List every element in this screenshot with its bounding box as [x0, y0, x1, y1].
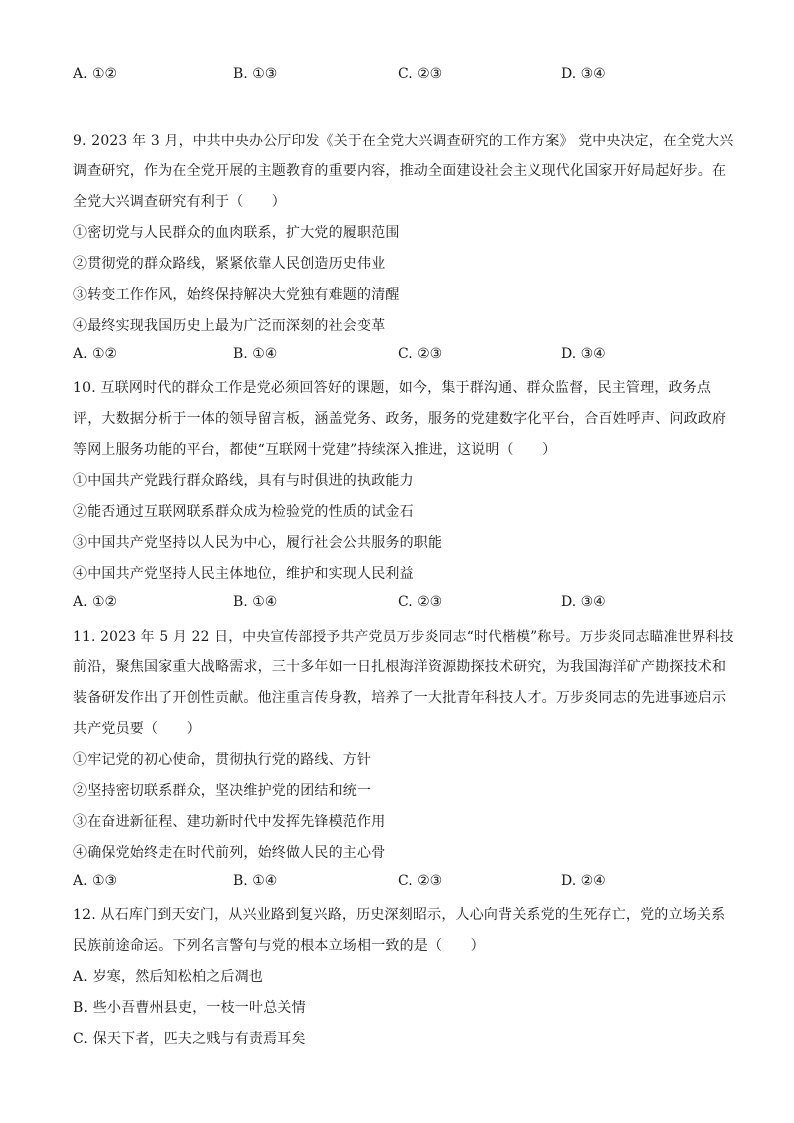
- statement-item: ②能否通过互联网联系群众成为检验党的性质的试金石: [73, 504, 414, 520]
- option-d: D. ③④: [561, 346, 606, 362]
- question-stem-line: 9. 2023 年 3 月，中共中央办公厅印发《关于在全党大兴调查研究的工作方案》 党中央决定，在全党大兴: [73, 133, 734, 149]
- statement-item: ②贯彻党的群众路线，紧紧依靠人民创造历史伟业: [73, 256, 386, 272]
- option-b: B. ①④: [233, 873, 278, 889]
- statement-item: ③在奋进新征程、建功新时代中发挥先锋模范作用: [73, 814, 386, 830]
- option-a: A. ①②: [73, 346, 118, 362]
- answer-option-a: A. 岁寒，然后知松柏之后凋也: [73, 969, 264, 985]
- option-b: B. ①④: [233, 346, 278, 362]
- option-a: A. ①②: [73, 66, 118, 82]
- option-d: D. ②④: [561, 873, 606, 889]
- option-c: C. ②③: [398, 873, 443, 889]
- answer-option-b: B. 些小吾曹州县吏，一枝一叶总关情: [73, 1000, 306, 1016]
- statement-item: ③中国共产党坚持以人民为中心，履行社会公共服务的职能: [73, 535, 443, 551]
- question-stem-line: 10. 互联网时代的群众工作是党必须回答好的课题，如今，集于群沟通、群众监督，民主管理，政务点: [73, 380, 712, 396]
- question-stem-line: 调查研究，作为在全党开展的主题教育的重要内容，推动全面建设社会主义现代化国家开好局起好步。在: [73, 163, 727, 179]
- statement-item: ①中国共产党践行群众路线，具有与时俱进的执政能力: [73, 473, 414, 489]
- option-c: C. ②③: [398, 594, 443, 610]
- option-c: C. ②③: [398, 346, 443, 362]
- statement-item: ④中国共产党坚持人民主体地位，维护和实现人民利益: [73, 566, 414, 582]
- statement-item: ①密切党与人民群众的血肉联系，扩大党的履职范围: [73, 225, 400, 241]
- option-d: D. ③④: [561, 66, 606, 82]
- option-b: B. ①④: [233, 594, 278, 610]
- question-stem-line: 前沿，聚焦国家重大战略需求，三十多年如一日扎根海洋资源勘探技术研究，为我国海洋矿产勘探技术和: [73, 659, 727, 675]
- option-a: A. ①②: [73, 594, 118, 610]
- answer-option-c: C. 保天下者，匹夫之贱与有责焉耳矣: [73, 1031, 306, 1047]
- option-d: D. ③④: [561, 594, 606, 610]
- question-stem-line: 共产党员要（ ）: [73, 721, 201, 737]
- question-stem-line: 民族前途命运。下列名言警句与党的根本立场相一致的是（ ）: [73, 938, 485, 954]
- question-stem-line: 装备研发作出了开创性贡献。他注重言传身教，培养了一大批青年科技人才。万步炎同志的先进事迹启示: [73, 690, 727, 706]
- option-c: C. ②③: [398, 66, 443, 82]
- statement-item: ④确保党始终走在时代前列，始终做人民的主心骨: [73, 845, 386, 861]
- option-b: B. ①③: [233, 66, 278, 82]
- statement-item: ①牢记党的初心使命，贯彻执行党的路线、方针: [73, 752, 372, 768]
- option-a: A. ①③: [73, 873, 118, 889]
- statement-item: ③转变工作作风，始终保持解决大党独有难题的清醒: [73, 287, 400, 303]
- question-stem-line: 评，大数据分析于一体的领导留言板，涵盖党务、政务，服务的党建数字化平台，合百姓呼声、问政政府: [73, 411, 727, 427]
- question-stem-line: 全党大兴调查研究有利于（ ）: [73, 194, 286, 210]
- question-stem-line: 12. 从石库门到天安门，从兴业路到复兴路，历史深刻昭示，人心向背关系党的生死存亡，党的立场关系: [73, 907, 726, 923]
- statement-item: ②坚持密切联系群众，坚决维护党的团结和统一: [73, 783, 372, 799]
- question-stem-line: 11. 2023 年 5 月 22 日，中央宣传部授予共产党员万步炎同志“时代楷模”称号。万步炎同志瞄准世界科技: [73, 629, 734, 645]
- statement-item: ④最终实现我国历史上最为广泛而深刻的社会变革: [73, 318, 386, 334]
- question-stem-line: 等网上服务功能的平台，都使“互联网十党建”持续深入推进，这说明（ ）: [73, 442, 557, 458]
